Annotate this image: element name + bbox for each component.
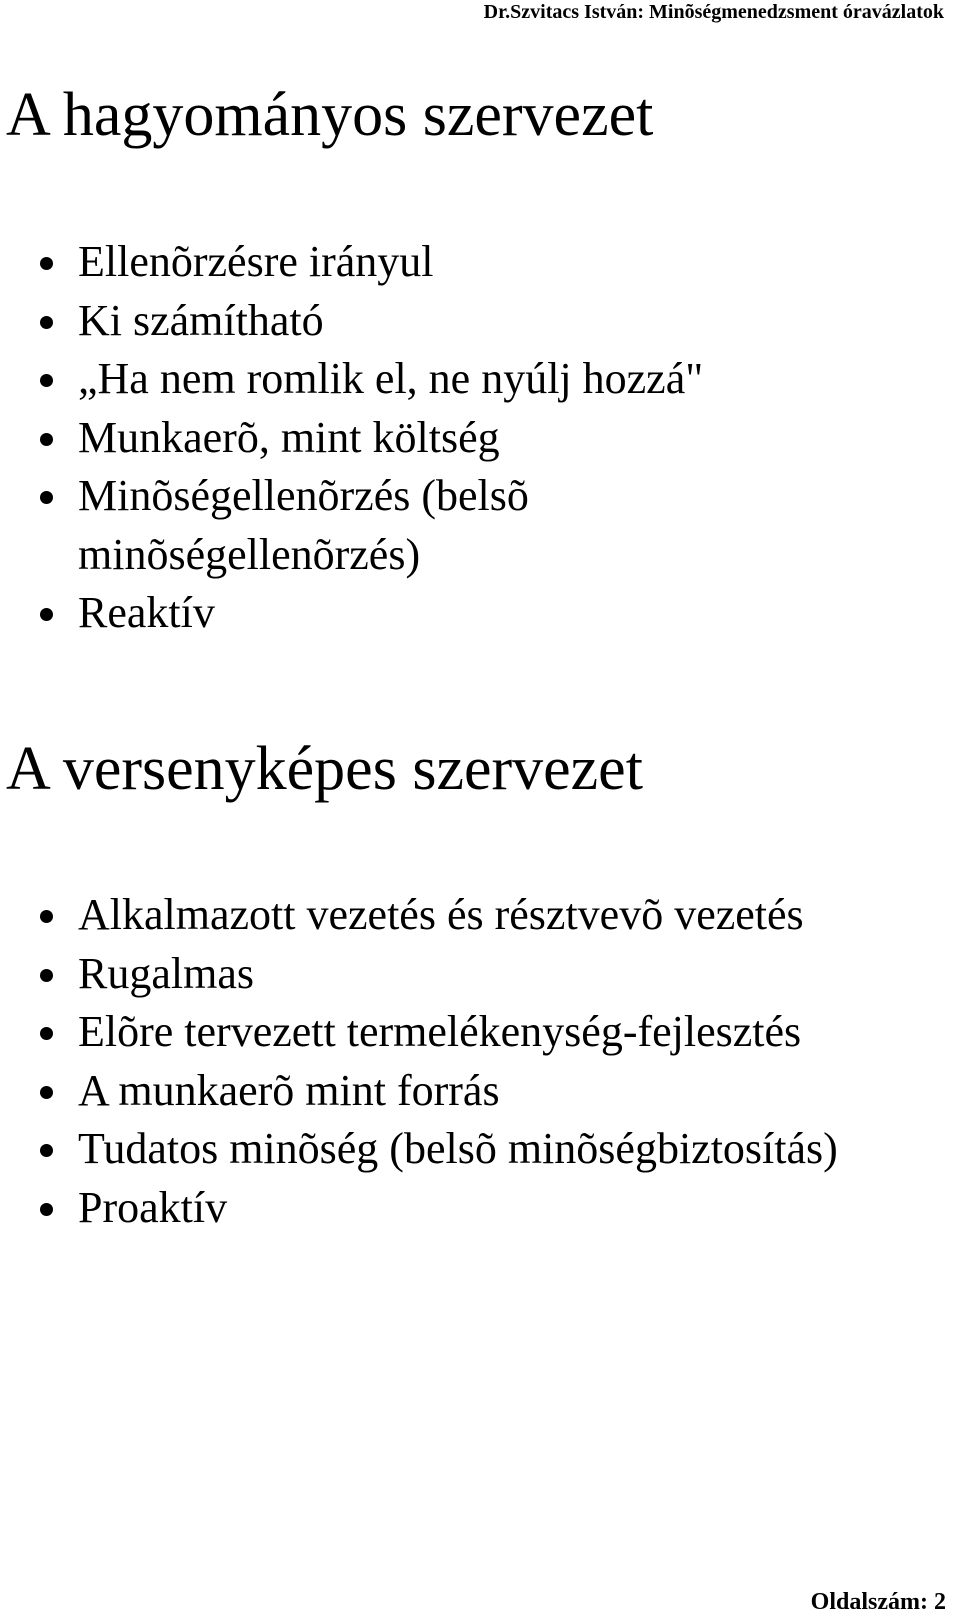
list-item bbox=[0, 233, 940, 292]
list-item-text: Alkalmazott vezetés és résztvevõ vezetés bbox=[78, 890, 804, 939]
bullet-icon bbox=[40, 608, 53, 621]
list-item-text: „Ha nem romlik el, ne nyúlj hozzá" bbox=[78, 354, 704, 403]
list-item-text: Tudatos minõség (belsõ minõségbiztosítás) bbox=[78, 1124, 838, 1173]
bullet-icon bbox=[40, 374, 53, 387]
list-item-text: Ki számítható bbox=[78, 295, 324, 345]
bullet-icon bbox=[40, 491, 53, 504]
list-item bbox=[0, 292, 940, 351]
list-item-text: Elõre tervezett termelékenység-fejlesztés bbox=[78, 1007, 802, 1056]
bullet-list-traditional bbox=[0, 233, 940, 643]
list-item-text: Reaktív bbox=[78, 588, 215, 637]
bullet-list-competitive bbox=[0, 886, 940, 1237]
list-item-text: Proaktív bbox=[78, 1182, 228, 1232]
bullet-icon bbox=[40, 969, 53, 982]
bullet-icon bbox=[40, 316, 53, 329]
list-item-text: Minõségellenõrzés (belsõ minõségellenõrzés) bbox=[78, 471, 529, 579]
list-item bbox=[0, 409, 940, 468]
list-item bbox=[0, 1062, 940, 1121]
list-item bbox=[0, 945, 940, 1004]
list-item bbox=[0, 1179, 940, 1238]
bullet-icon bbox=[40, 433, 53, 446]
section-title-traditional: A hagyományos szervezet bbox=[6, 81, 654, 149]
list-item bbox=[0, 467, 940, 584]
bullet-icon bbox=[40, 1086, 53, 1099]
list-item bbox=[0, 1120, 940, 1179]
list-item bbox=[0, 584, 940, 643]
list-item bbox=[0, 1003, 940, 1062]
list-item-text: Rugalmas bbox=[78, 948, 254, 998]
bullet-icon bbox=[40, 1027, 53, 1040]
bullet-icon bbox=[40, 1203, 53, 1216]
bullet-icon bbox=[40, 1144, 53, 1157]
section-title-competitive: A versenyképes szervezet bbox=[6, 735, 643, 803]
list-item bbox=[0, 886, 940, 945]
running-header: Dr.Szvitacs István: Minõségmenedzsment óravázlatok bbox=[483, 1, 944, 23]
list-item-text: Munkaerõ, mint költség bbox=[78, 412, 500, 462]
list-item-text: Ellenõrzésre irányul bbox=[78, 237, 434, 286]
page-number: Oldalszám: 2 bbox=[810, 1589, 946, 1615]
list-item bbox=[0, 350, 940, 409]
bullet-icon bbox=[40, 257, 53, 270]
bullet-icon bbox=[40, 910, 53, 923]
list-item-text: A munkaerõ mint forrás bbox=[78, 1065, 500, 1115]
